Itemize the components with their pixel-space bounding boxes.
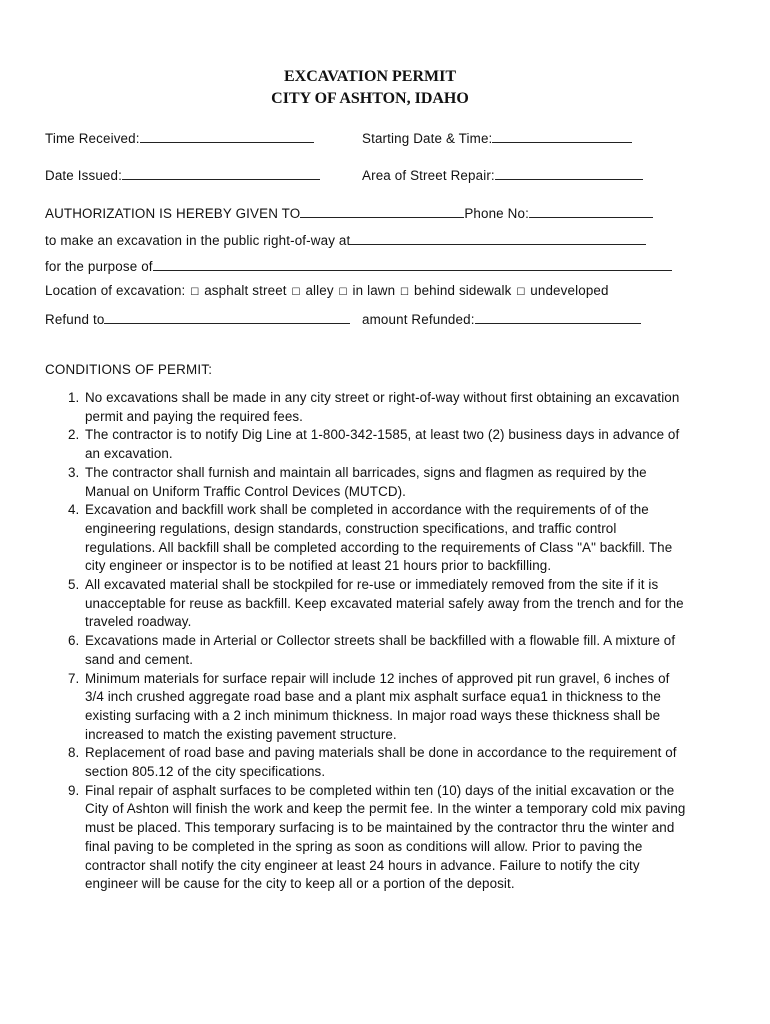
time-received-blank[interactable]: [140, 129, 314, 143]
date-issued-label: Date Issued:: [45, 168, 122, 183]
document-subtitle: CITY OF ASHTON, IDAHO: [271, 90, 469, 107]
excavation-at-blank[interactable]: [350, 231, 646, 245]
option-undeveloped: undeveloped: [530, 283, 609, 298]
condition-text: The contractor is to notify Dig Line at 1-800-342-1585, at least two (2) business days in advance of an excavation.: [85, 427, 680, 462]
date-issued-field: [45, 166, 320, 183]
conditions-heading: CONDITIONS OF PERMIT:: [45, 362, 213, 377]
location-options-row: [45, 283, 609, 298]
condition-item: [0, 744, 690, 781]
condition-item: [0, 670, 690, 745]
amount-refunded-field: [362, 310, 641, 327]
condition-text: All excavated material shall be stockpiled for re-use or immediately removed from the site if it is unacceptable for reuse as backfill. Keep excavated material safely away from the trench and for the traveled roadway.: [85, 577, 684, 630]
condition-item: [0, 426, 690, 463]
condition-text: Excavations made in Arterial or Collector streets shall be backfilled with a flowable fill. A mixture of sand and cement.: [85, 633, 676, 667]
condition-number: 1.: [68, 390, 80, 405]
amount-refunded-label: amount Refunded:: [362, 312, 475, 327]
starting-date-time-field: [362, 129, 632, 146]
date-issued-blank[interactable]: [122, 166, 320, 180]
condition-number: 9.: [68, 782, 80, 798]
excavation-at-label: to make an excavation in the public right-of-way at: [45, 233, 351, 248]
checkbox-icon[interactable]: ☐: [400, 287, 410, 298]
condition-number: 5.: [68, 577, 80, 593]
condition-text: The contractor shall furnish and maintain all barricades, signs and flagmen as required by the Manual on Uniform Traffic Control Devices (MUTCD).: [85, 464, 647, 499]
authorization-field: [45, 204, 653, 221]
condition-number: 8.: [68, 745, 80, 761]
condition-number: 3.: [68, 464, 80, 480]
location-label: Location of excavation:: [45, 283, 186, 298]
condition-text: Minimum materials for surface repair will include 12 inches of approved pit run gravel, 6 inches of 3/4 inch crushed aggregate road base and a plant mix asphalt surface equa1 in thickness to the existing surfacing with a 2 inch minimum thickness. In major road ways these thickness shall be increased to match the existing pavement structure.: [85, 670, 670, 742]
checkbox-icon[interactable]: ☐: [516, 287, 526, 298]
condition-text: No excavations shall be made in any city street or right-of-way without first obtaining an excavation permit and paying the required fees.: [85, 390, 680, 424]
option-alley: alley: [305, 283, 334, 298]
time-received-field: [45, 129, 314, 146]
condition-item: [0, 464, 690, 501]
condition-number: 6.: [68, 633, 80, 649]
checkbox-icon[interactable]: ☐: [291, 287, 301, 298]
condition-number: 2.: [68, 427, 80, 443]
condition-text: Final repair of asphalt surfaces to be completed within ten (10) days of the initial excavation or the City of Ashton will finish the work and keep the permit fee. In the winter a temporary cold mix paving must be placed. This temporary surfacing is to be maintained by the contractor thru the winter and final paving to be completed in the spring as soon as conditions will allow. Prior to paving the contractor shall notify the city engineer at least 24 hours in advance. Failure to notify the city engineer will be cause for the city to keep all or a portion of the deposit.: [85, 782, 686, 892]
starting-date-time-blank[interactable]: [492, 129, 632, 143]
condition-item: [0, 576, 690, 632]
phone-label: Phone No:: [464, 206, 529, 221]
condition-item: [0, 389, 690, 426]
area-street-repair-field: [362, 166, 643, 183]
phone-blank[interactable]: [529, 204, 653, 218]
amount-refunded-blank[interactable]: [475, 310, 641, 324]
condition-number: 7.: [68, 670, 80, 686]
condition-item: [0, 632, 690, 669]
purpose-blank[interactable]: [153, 257, 672, 271]
time-received-label: Time Received:: [45, 131, 140, 146]
purpose-field: [45, 257, 672, 274]
conditions-list: [0, 389, 770, 894]
checkbox-icon[interactable]: ☐: [338, 287, 348, 298]
condition-text: Replacement of road base and paving materials shall be done in accordance to the requirement of section 805.12 of the city specifications.: [85, 745, 677, 780]
authorization-blank[interactable]: [300, 204, 464, 218]
option-behind-sidewalk: behind sidewalk: [413, 283, 512, 298]
purpose-label: for the purpose of: [45, 259, 153, 274]
area-street-repair-label: Area of Street Repair:: [362, 168, 495, 183]
refund-field: [45, 310, 350, 327]
document-title: EXCAVATION PERMIT: [283, 68, 457, 85]
excavation-location-field: [45, 231, 646, 248]
option-in-lawn: in lawn: [352, 283, 396, 298]
authorization-label: AUTHORIZATION IS HEREBY GIVEN TO: [45, 206, 301, 221]
condition-item: [0, 501, 690, 576]
refund-to-blank[interactable]: [104, 310, 350, 324]
condition-item: [0, 782, 690, 894]
starting-date-time-label: Starting Date & Time:: [362, 131, 493, 146]
area-street-repair-blank[interactable]: [495, 166, 643, 180]
checkbox-icon[interactable]: ☐: [190, 287, 200, 298]
condition-text: Excavation and backfill work shall be completed in accordance with the requirements of of the engineering regulations, design standards, construction specifications, and traffic control regulations. All backfill shall be completed according to the requirements of Class "A" backfill. The city engineer or inspector is to be notified at least 21 hours prior to backfilling.: [85, 502, 673, 574]
option-asphalt-street: asphalt street: [204, 283, 287, 298]
refund-to-label: Refund to: [45, 312, 105, 327]
condition-number: 4.: [68, 502, 80, 518]
